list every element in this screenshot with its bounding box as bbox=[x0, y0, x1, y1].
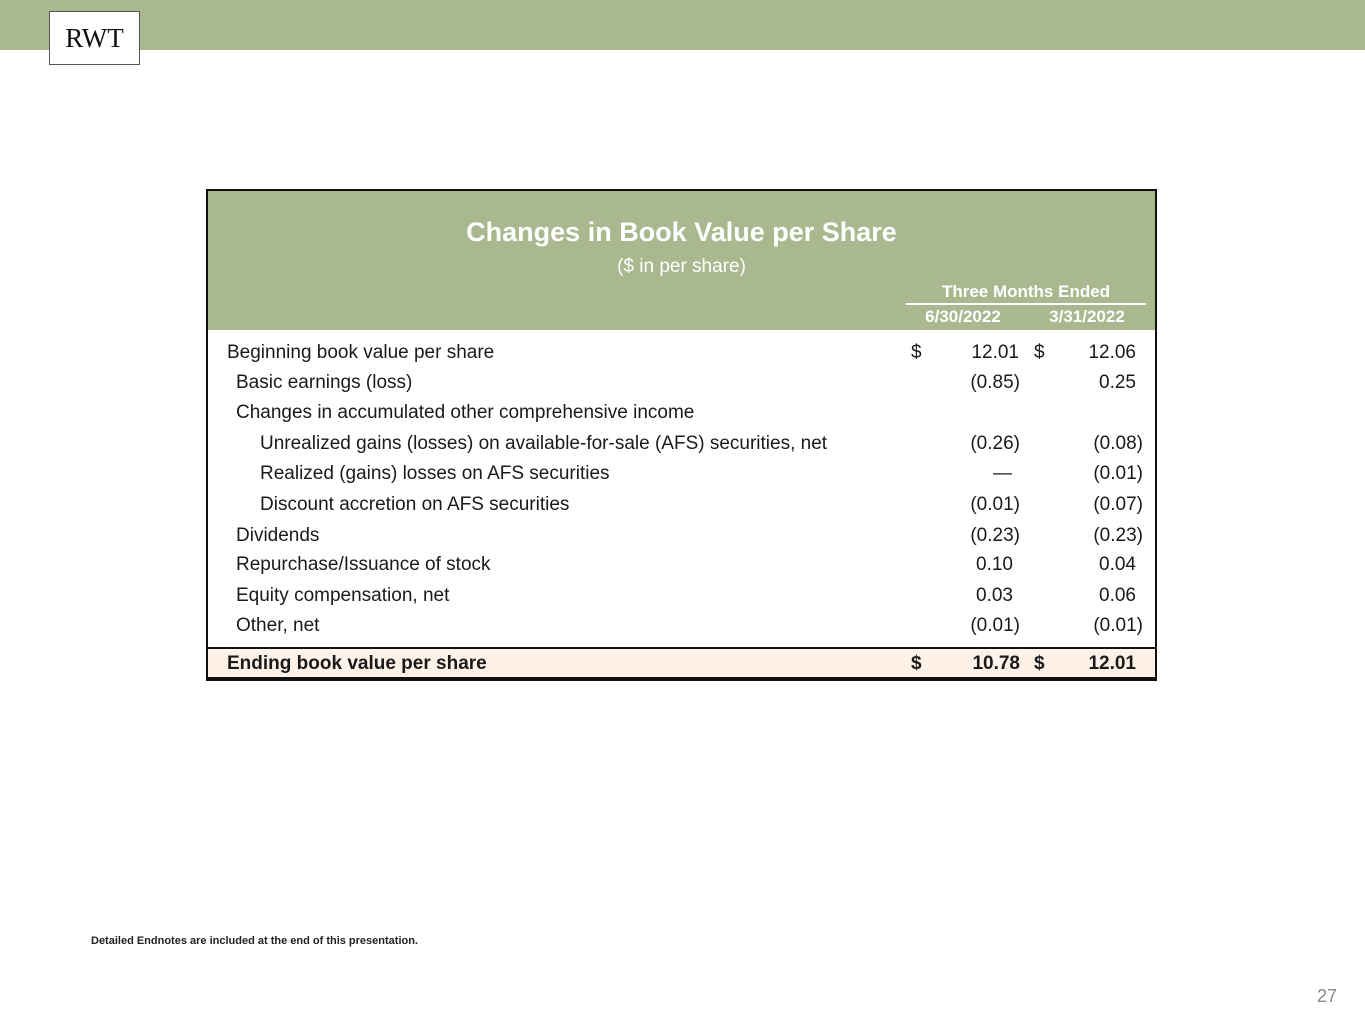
currency-symbol: $ bbox=[1034, 342, 1045, 363]
value-q2: (0.85) bbox=[970, 372, 1020, 393]
value-q2: (0.01) bbox=[970, 494, 1020, 515]
value-q2: — bbox=[993, 463, 1012, 484]
currency-symbol: $ bbox=[1034, 653, 1045, 674]
row-label: Discount accretion on AFS securities bbox=[260, 494, 570, 515]
value-q1: (0.01) bbox=[1093, 463, 1143, 484]
row-label: Beginning book value per share bbox=[227, 342, 495, 363]
table-row bbox=[208, 582, 1155, 612]
value-q1: (0.07) bbox=[1093, 494, 1143, 515]
table-row bbox=[208, 612, 1155, 642]
table-row bbox=[208, 339, 1155, 369]
double-underline bbox=[208, 677, 1155, 679]
row-label: Repurchase/Issuance of stock bbox=[236, 554, 491, 575]
table-row bbox=[208, 430, 1155, 460]
book-value-table bbox=[206, 189, 1157, 681]
total-value-q2: 10.78 bbox=[972, 653, 1020, 674]
row-label: Unrealized gains (losses) on available-for-sale (AFS) securities, net bbox=[260, 433, 828, 454]
table-row bbox=[208, 522, 1155, 552]
header-band bbox=[0, 0, 1365, 50]
row-label: Changes in accumulated other comprehensive income bbox=[236, 402, 695, 423]
table-row bbox=[208, 399, 1155, 429]
value-q1: (0.01) bbox=[1093, 615, 1143, 636]
row-label: Other, net bbox=[236, 615, 320, 636]
value-q2: 0.10 bbox=[976, 554, 1013, 575]
table-row bbox=[208, 551, 1155, 581]
row-label: Dividends bbox=[236, 525, 320, 546]
value-q2: (0.01) bbox=[970, 615, 1020, 636]
table-row bbox=[208, 491, 1155, 521]
value-q1: 0.04 bbox=[1099, 554, 1136, 575]
value-q1: 0.25 bbox=[1099, 372, 1136, 393]
period-underline bbox=[906, 303, 1146, 305]
value-q2: (0.23) bbox=[970, 525, 1020, 546]
table-header bbox=[208, 191, 1155, 330]
total-row bbox=[208, 647, 1155, 679]
row-label: Equity compensation, net bbox=[236, 585, 450, 606]
table-subtitle: ($ in per share) bbox=[617, 256, 746, 277]
row-label: Realized (gains) losses on AFS securities bbox=[260, 463, 610, 484]
value-q2: 12.01 bbox=[971, 342, 1019, 363]
value-q1: (0.23) bbox=[1093, 525, 1143, 546]
table-row bbox=[208, 369, 1155, 399]
company-logo: RWT bbox=[49, 11, 140, 65]
value-q1: (0.08) bbox=[1093, 433, 1143, 454]
currency-symbol: $ bbox=[911, 653, 922, 674]
period-label: Three Months Ended bbox=[941, 282, 1111, 301]
currency-symbol: $ bbox=[911, 342, 922, 363]
row-label: Basic earnings (loss) bbox=[236, 372, 413, 393]
table-title: Changes in Book Value per Share bbox=[466, 217, 897, 247]
endnote-text: Detailed Endnotes are included at the end of this presentation. bbox=[91, 935, 418, 947]
value-q2: 0.03 bbox=[976, 585, 1013, 606]
value-q1: 0.06 bbox=[1099, 585, 1136, 606]
value-q2: (0.26) bbox=[970, 433, 1020, 454]
total-label: Ending book value per share bbox=[227, 653, 487, 674]
page-number: 27 bbox=[1316, 986, 1337, 1006]
column-header: 6/30/2022 bbox=[925, 307, 1001, 326]
total-value-q1: 12.01 bbox=[1088, 653, 1136, 674]
table-row bbox=[208, 460, 1155, 490]
value-q1: 12.06 bbox=[1088, 342, 1136, 363]
column-header: 3/31/2022 bbox=[1049, 307, 1125, 326]
